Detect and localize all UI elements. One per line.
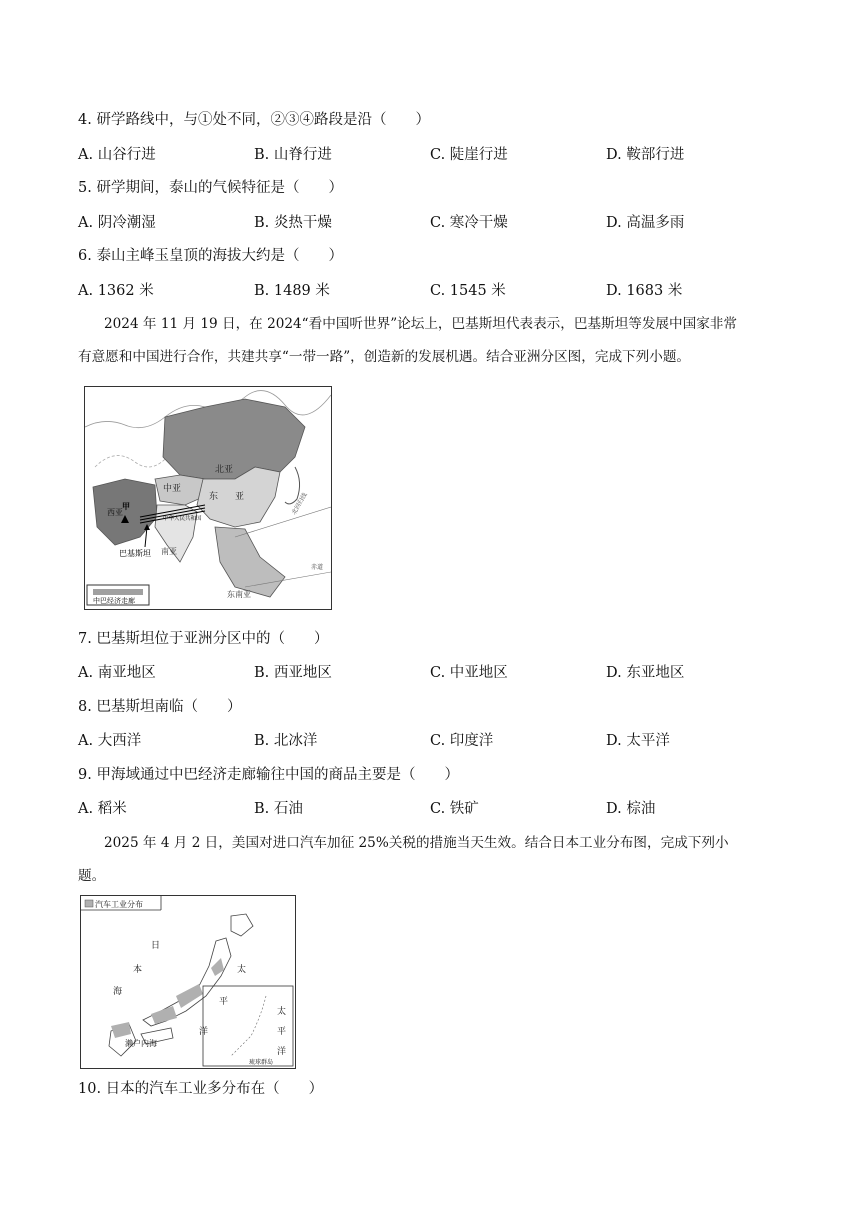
asia-map-graphic — [85, 387, 331, 609]
japan-map-legend: 汽车工业分布 — [95, 900, 143, 909]
q7-option-d[interactable]: D. 东亚地区 — [606, 665, 685, 681]
svg-text:洋: 洋 — [199, 1027, 209, 1037]
passage-1-line-2: 有意愿和中国进行合作，共建共享“一带一路”，创造新的发展机遇。结合亚洲分区图，完成下列小题。 — [78, 349, 691, 365]
hokkaido — [231, 914, 253, 936]
svg-text:中亚: 中亚 — [163, 484, 182, 494]
q9-option-a[interactable]: A. 稻米 — [78, 801, 127, 817]
q4-option-c[interactable]: C. 陡崖行进 — [430, 147, 508, 163]
q4-option-a[interactable]: A. 山谷行进 — [78, 147, 156, 163]
svg-text:北亚: 北亚 — [215, 465, 234, 475]
svg-text:中华人民共和国: 中华人民共和国 — [163, 516, 202, 522]
question-7-stem: 7. 巴基斯坦位于亚洲分区中的（ ） — [78, 631, 329, 647]
question-10-stem: 10. 日本的汽车工业多分布在（ ） — [78, 1081, 324, 1097]
asia-map-legend: 中巴经济走廊 — [93, 597, 135, 605]
svg-text:平: 平 — [277, 1027, 287, 1037]
southeast-asia-region — [215, 527, 285, 597]
svg-text:日: 日 — [151, 941, 161, 951]
svg-text:本: 本 — [133, 965, 143, 975]
svg-text:海: 海 — [113, 987, 123, 997]
svg-text:南亚: 南亚 — [161, 547, 177, 556]
q9-option-b[interactable]: B. 石油 — [254, 801, 303, 817]
svg-text:琉球群岛: 琉球群岛 — [249, 1059, 274, 1066]
question-4-stem: 4. 研学路线中，与①处不同，②③④路段是沿（ ） — [78, 112, 430, 128]
svg-text:东南亚: 东南亚 — [227, 590, 251, 599]
q5-option-c[interactable]: C. 寒冷干燥 — [430, 215, 508, 231]
passage-2-line-1: 2025 年 4 月 2 日，美国对进口汽车加征 25%关税的措施当天生效。结合日本工业分布图，完成下列小 — [104, 835, 729, 851]
svg-text:甲: 甲 — [122, 502, 130, 511]
question-6-stem: 6. 泰山主峰玉皇顶的海拔大约是（ ） — [78, 248, 343, 264]
question-5-stem: 5. 研学期间，泰山的气候特征是（ ） — [78, 180, 343, 196]
q5-option-b[interactable]: B. 炎热干燥 — [254, 215, 332, 231]
svg-text:太: 太 — [277, 1007, 287, 1017]
q6-option-b[interactable]: B. 1489 米 — [254, 283, 330, 299]
q8-option-b[interactable]: B. 北冰洋 — [254, 733, 318, 749]
q4-option-d[interactable]: D. 鞍部行进 — [606, 147, 685, 163]
svg-text:赤道: 赤道 — [311, 564, 324, 571]
west-asia-region — [93, 479, 157, 545]
svg-text:北回归线: 北回归线 — [290, 491, 309, 516]
japan-industry-map — [80, 895, 296, 1069]
q9-option-d[interactable]: D. 棕油 — [606, 801, 656, 817]
svg-text:亚: 亚 — [235, 492, 245, 502]
svg-text:巴基斯坦: 巴基斯坦 — [119, 549, 151, 558]
q4-option-b[interactable]: B. 山脊行进 — [254, 147, 332, 163]
q8-option-c[interactable]: C. 印度洋 — [430, 733, 494, 749]
q5-option-a[interactable]: A. 阴冷潮湿 — [78, 215, 156, 231]
svg-text:濑户内海: 濑户内海 — [125, 1039, 157, 1048]
svg-text:东: 东 — [209, 492, 219, 502]
passage-1-line-1: 2024 年 11 月 19 日，在 2024“看中国听世界”论坛上，巴基斯坦代表表示，巴基斯坦等发展中国家非常 — [104, 316, 737, 332]
japan-map-graphic — [81, 896, 295, 1068]
q7-option-c[interactable]: C. 中亚地区 — [430, 665, 508, 681]
question-9-stem: 9. 甲海域通过中巴经济走廊输往中国的商品主要是（ ） — [78, 767, 459, 783]
north-asia-region — [163, 399, 305, 479]
q9-option-c[interactable]: C. 铁矿 — [430, 801, 479, 817]
svg-text:太: 太 — [237, 965, 247, 975]
svg-text:洋: 洋 — [277, 1047, 287, 1057]
q6-option-d[interactable]: D. 1683 米 — [606, 283, 683, 299]
q8-option-a[interactable]: A. 大西洋 — [78, 733, 142, 749]
q7-option-a[interactable]: A. 南亚地区 — [78, 665, 156, 681]
q7-option-b[interactable]: B. 西亚地区 — [254, 665, 332, 681]
asia-region-map — [84, 386, 332, 610]
q5-option-d[interactable]: D. 高温多雨 — [606, 215, 685, 231]
q8-option-d[interactable]: D. 太平洋 — [606, 733, 670, 749]
q6-option-c[interactable]: C. 1545 米 — [430, 283, 506, 299]
question-8-stem: 8. 巴基斯坦南临（ ） — [78, 699, 242, 715]
svg-text:平: 平 — [219, 997, 229, 1007]
svg-text:西亚: 西亚 — [107, 508, 123, 517]
passage-2-line-2: 题。 — [78, 868, 106, 884]
q6-option-a[interactable]: A. 1362 米 — [78, 283, 154, 299]
